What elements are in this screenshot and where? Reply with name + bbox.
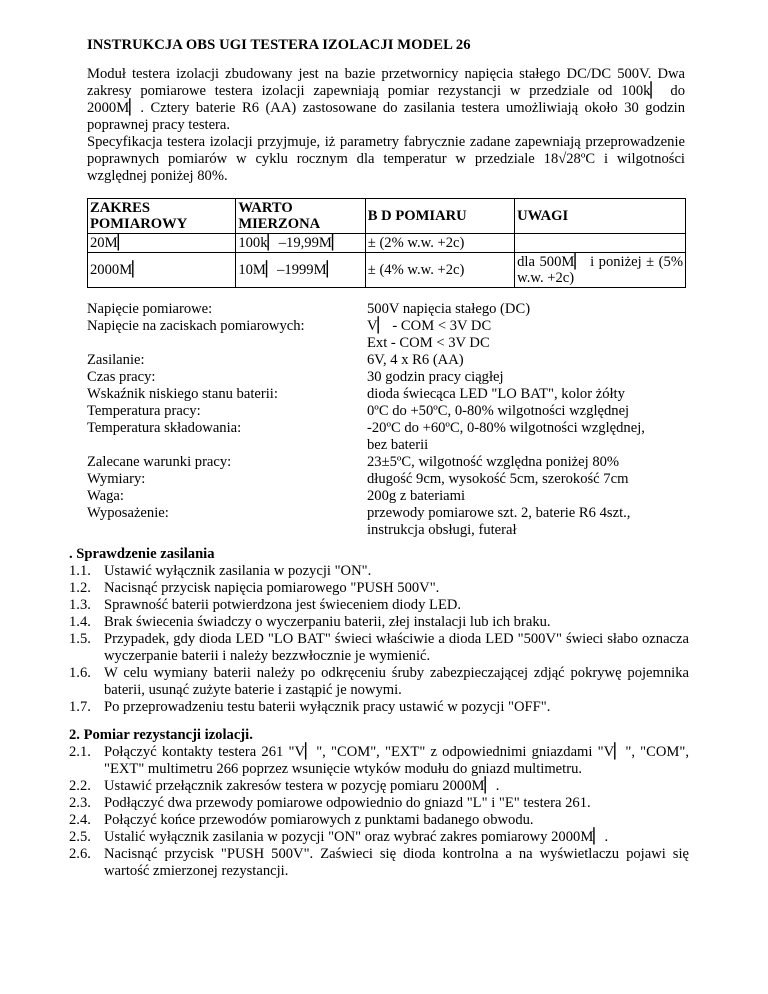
section-title: 2. Pomiar rezystancji izolacji. [69, 727, 253, 743]
table-cell: 10M▏–1999M▏ [236, 253, 365, 288]
item-text: W celu wymiany baterii należy po odkręceniu śruby zabezpieczającej zdjąć pokrywę pojemnika baterii, usunąć zużyte baterie i zastąpić je nowymi. [104, 665, 689, 698]
list-item [69, 795, 689, 812]
param-value: 23±5ºC, wilgotność względna poniżej 80% [367, 454, 620, 470]
section-insulation-measurement [69, 727, 689, 880]
param-row [87, 318, 697, 335]
param-row [87, 403, 697, 420]
list-item [69, 699, 689, 716]
param-label: Temperatura pracy: [87, 403, 201, 419]
list-item [69, 631, 689, 665]
list-item [69, 846, 689, 880]
list-item [69, 563, 689, 580]
param-value: 6V, 4 x R6 (AA) [367, 352, 464, 368]
table-cell: ± (4% w.w. +2c) [365, 253, 514, 288]
item-number: 2.6. [69, 846, 91, 862]
param-label: Wymiary: [87, 471, 146, 487]
table-header-cell: B D POMIARU [365, 199, 514, 234]
table-cell: 100k▏–19,99M▏ [236, 234, 365, 253]
param-label: Wskaźnik niskiego stanu baterii: [87, 386, 278, 402]
item-number: 1.4. [69, 614, 91, 630]
list-item [69, 665, 689, 699]
item-number: 1.3. [69, 597, 91, 613]
param-row [87, 471, 697, 488]
intro-paragraph: Moduł testera izolacji zbudowany jest na bazie przetwornicy napięcia stałego DC/DC 500V. Dwa zakresy pomiarowe testera izolacji zapewniają pomiar rezystancji w przedziale od 100k▏ do 2000M▏. Cztery baterie R6 (AA) zastosowane do zasilania testera umożliwiają około 30 godzin poprawnej pracy testera. [87, 66, 685, 133]
param-value: Ext - COM < 3V DC [367, 335, 490, 351]
param-row [87, 420, 697, 437]
item-text: Ustawić przełącznik zakresów testera w pozycję pomiaru 2000M▏. [104, 778, 500, 794]
section-title: . Sprawdzenie zasilania [69, 546, 215, 562]
param-value: V▏ - COM < 3V DC [367, 318, 492, 334]
table-header-cell: UWAGI [515, 199, 686, 234]
param-label: Wyposażenie: [87, 505, 169, 521]
parameters-list [87, 301, 697, 539]
param-row [87, 301, 697, 318]
param-label: Waga: [87, 488, 124, 504]
param-label: Zalecane warunki pracy: [87, 454, 232, 470]
list-item [69, 614, 689, 631]
item-text: Ustalić wyłącznik zasilania w pozycji "ON" oraz wybrać zakres pomiarowy 2000M▏. [104, 829, 609, 845]
item-text: Po przeprowadzeniu testu baterii wyłącznik pracy ustawić w pozycji "OFF". [104, 699, 551, 715]
table-row [88, 234, 686, 253]
param-value: 0ºC do +50ºC, 0-80% wilgotności względnej [367, 403, 630, 419]
param-value: dioda świecąca LED "LO BAT", kolor żółty [367, 386, 625, 402]
item-text: Połączyć kontakty testera 261 "V▏", "COM", "EXT" z odpowiednimi gniazdami "V▏", "COM", "EXT" multimetru 266 poprzez wsunięcie wtyków modułu do gniazd multimetru. [104, 744, 689, 777]
param-label: Napięcie na zaciskach pomiarowych: [87, 318, 305, 334]
table-header-cell: WARTO MIERZONA [236, 199, 365, 234]
table-cell: 20M▏ [88, 234, 236, 253]
item-number: 2.1. [69, 744, 91, 760]
param-label: Napięcie pomiarowe: [87, 301, 213, 317]
section-power-check [69, 546, 689, 716]
param-row [87, 522, 697, 539]
param-value: 30 godzin pracy ciągłej [367, 369, 504, 385]
table-cell: dla 500M▏ i poniżej ± (5% w.w. +2c) [515, 253, 686, 288]
item-number: 2.3. [69, 795, 91, 811]
item-text: Nacisnąć przycisk "PUSH 500V". Zaświeci się dioda kontrolna a na wyświetlaczu pojawi się wartość zmierzonej rezystancji. [104, 846, 689, 879]
param-value: przewody pomiarowe szt. 2, baterie R6 4szt., [367, 505, 631, 521]
param-row [87, 352, 697, 369]
param-value: bez baterii [367, 437, 429, 453]
table-cell: 2000M▏ [88, 253, 236, 288]
param-row [87, 505, 697, 522]
item-text: Przypadek, gdy dioda LED "LO BAT" świeci właściwie a dioda LED "500V" świeci słabo oznacza wyczerpanie baterii i należy bezzwłocznie je wymienić. [104, 631, 689, 664]
item-text: Podłączyć dwa przewody pomiarowe odpowiednio do gniazd "L" i "E" testera 261. [104, 795, 591, 811]
param-value: instrukcja obsługi, futerał [367, 522, 517, 538]
item-number: 1.5. [69, 631, 91, 647]
param-row [87, 488, 697, 505]
param-row [87, 437, 697, 454]
list-item [69, 812, 689, 829]
param-value: 500V napięcia stałego (DC) [367, 301, 531, 317]
param-row [87, 386, 697, 403]
param-label: Czas pracy: [87, 369, 156, 385]
spec-table [87, 198, 686, 288]
intro-paragraph: Specyfikacja testera izolacji przyjmuje, iż parametry fabrycznie zadane zapewniają przeprowadzenie poprawnych pomiarów w cyklu rocznym dla temperatur w przedziale 18√28ºC i wilgotności względnej poniżej 80%. [87, 134, 685, 184]
param-value: -20ºC do +60ºC, 0-80% wilgotności względnej, [367, 420, 645, 436]
list-item [69, 744, 689, 778]
table-cell [515, 234, 686, 253]
item-text: Sprawność baterii potwierdzona jest świeceniem diody LED. [104, 597, 462, 613]
item-text: Ustawić wyłącznik zasilania w pozycji "ON". [104, 563, 372, 579]
item-text: Brak świecenia świadczy o wyczerpaniu baterii, złej instalacji lub ich braku. [104, 614, 551, 630]
param-row [87, 454, 697, 471]
table-header-row [88, 199, 686, 234]
param-row [87, 369, 697, 386]
param-label: Temperatura składowania: [87, 420, 242, 436]
param-row [87, 335, 697, 352]
item-number: 1.7. [69, 699, 91, 715]
intro-text [87, 66, 685, 185]
item-number: 2.2. [69, 778, 91, 794]
item-number: 1.1. [69, 563, 91, 579]
list-item [69, 580, 689, 597]
item-number: 2.4. [69, 812, 91, 828]
item-number: 1.2. [69, 580, 91, 596]
list-item [69, 829, 689, 846]
table-row [88, 253, 686, 288]
item-number: 1.6. [69, 665, 91, 681]
table-cell: ± (2% w.w. +2c) [365, 234, 514, 253]
item-text: Nacisnąć przycisk napięcia pomiarowego "PUSH 500V". [104, 580, 440, 596]
item-text: Połączyć końce przewodów pomiarowych z punktami badanego obwodu. [104, 812, 534, 828]
list-item [69, 778, 689, 795]
document-title: INSTRUKCJA OBS UGI TESTERA IZOLACJI MODEL 26 [87, 37, 471, 53]
param-value: długość 9cm, wysokość 5cm, szerokość 7cm [367, 471, 629, 487]
table-header-cell: ZAKRES POMIAROWY [88, 199, 236, 234]
list-item [69, 597, 689, 614]
param-value: 200g z bateriami [367, 488, 466, 504]
param-label: Zasilanie: [87, 352, 145, 368]
item-number: 2.5. [69, 829, 91, 845]
